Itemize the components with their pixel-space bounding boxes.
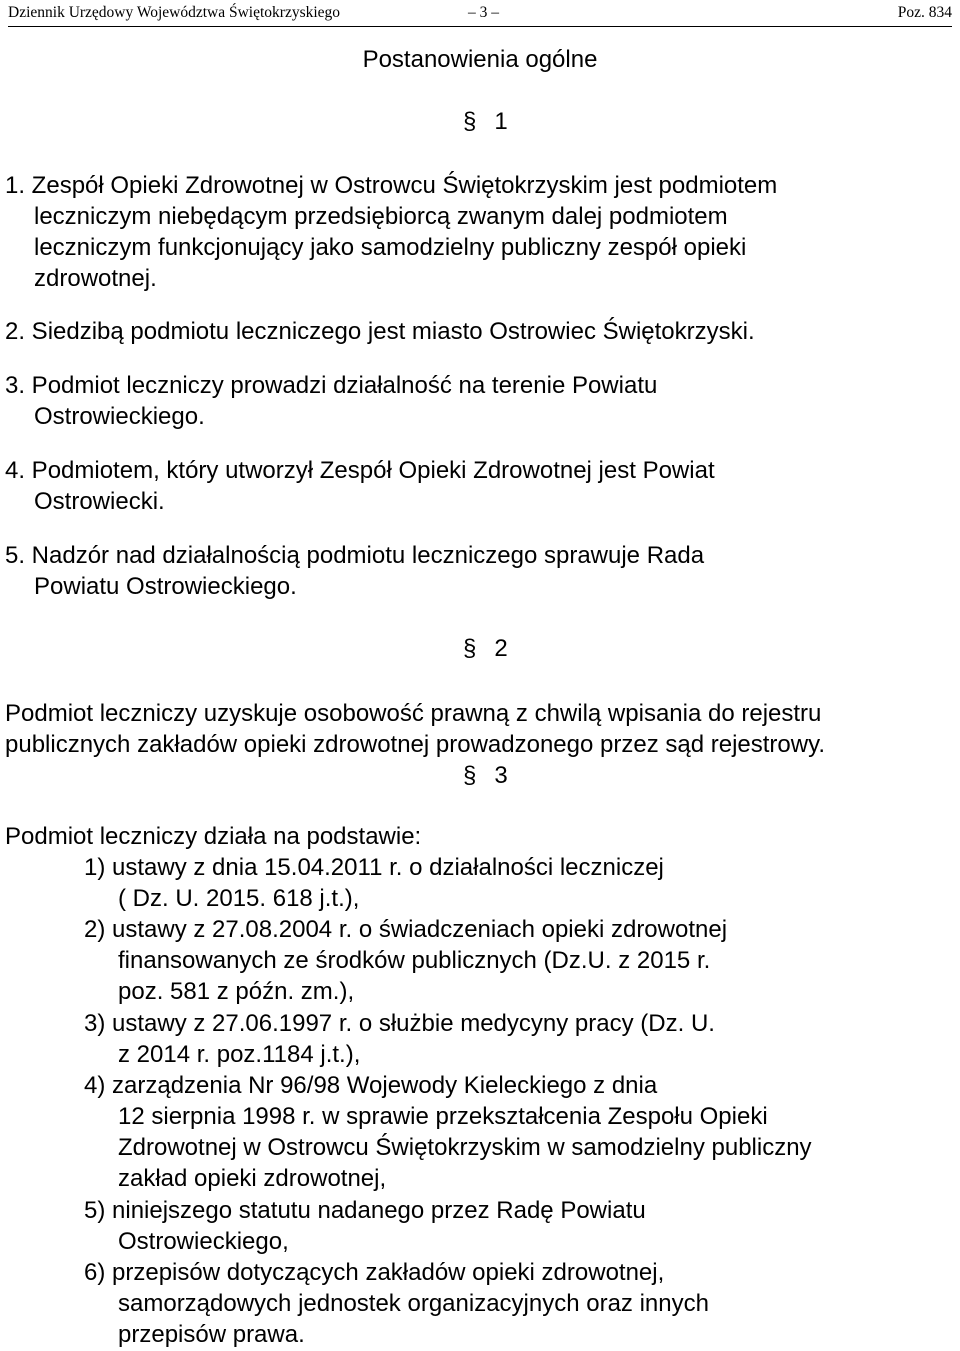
s3-item6-first: 6) przepisów dotyczących zakładów opieki zdrowotnej, bbox=[84, 1259, 665, 1286]
s2-line1: Podmiot leczniczy uzyskuje osobowość prawną z chwilą wpisania do rejestru bbox=[5, 700, 822, 727]
s1-item1-line1: 1. Zespół Opieki Zdrowotnej w Ostrowcu Świętokrzyskim jest podmiotem bbox=[5, 172, 778, 199]
s1-item1-line3: leczniczym funkcjonujący jako samodzielny publiczny zespół opieki bbox=[34, 234, 747, 261]
item-number: Poz. 834 bbox=[897, 4, 952, 21]
s3-item4-rest1: 12 sierpnia 1998 r. w sprawie przekształcenia Zespołu Opieki bbox=[118, 1103, 768, 1130]
s1-item3-line1: 3. Podmiot leczniczy prowadzi działalność na terenie Powiatu bbox=[5, 372, 658, 399]
s2-line2: publicznych zakładów opieki zdrowotnej prowadzonego przez sąd rejestrowy. bbox=[5, 731, 825, 758]
document-heading: Postanowienia ogólne bbox=[362, 46, 598, 73]
page-header bbox=[8, 2, 952, 27]
s3-item2-first: 2) ustawy z 27.08.2004 r. o świadczeniach opieki zdrowotnej bbox=[84, 916, 728, 943]
section-sign: § bbox=[463, 635, 477, 662]
section-3-heading bbox=[463, 760, 508, 791]
s3-item2-rest2: poz. 581 z późn. zm.), bbox=[118, 978, 355, 1005]
section-1-heading bbox=[463, 106, 508, 137]
page-number: – 3 – bbox=[468, 4, 499, 21]
s1-item5-line2: Powiatu Ostrowieckiego. bbox=[34, 573, 297, 600]
section-sign: § bbox=[463, 762, 477, 789]
section-number: 1 bbox=[494, 108, 508, 135]
s3-item4-rest3: zakład opieki zdrowotnej, bbox=[118, 1165, 387, 1192]
section-number: 2 bbox=[494, 635, 508, 662]
section-sign: § bbox=[463, 108, 477, 135]
s1-item4-line2: Ostrowiecki. bbox=[34, 488, 165, 515]
s3-item5-rest1: Ostrowieckiego, bbox=[118, 1228, 289, 1255]
section-2-heading bbox=[463, 633, 508, 664]
s3-item3-rest1: z 2014 r. poz.1184 j.t.), bbox=[118, 1041, 361, 1068]
s1-item1-line4: zdrowotnej. bbox=[34, 265, 157, 292]
s1-item4-line1: 4. Podmiotem, który utworzył Zespół Opieki Zdrowotnej jest Powiat bbox=[5, 457, 715, 484]
s3-item6-rest2: przepisów prawa. bbox=[118, 1321, 305, 1348]
s1-item3-line2: Ostrowieckiego. bbox=[34, 403, 205, 430]
section-number: 3 bbox=[494, 762, 508, 789]
s3-item4-rest2: Zdrowotnej w Ostrowcu Świętokrzyskim w samodzielny publiczny bbox=[118, 1134, 812, 1161]
s3-item6-rest1: samorządowych jednostek organizacyjnych oraz innych bbox=[118, 1290, 709, 1317]
s3-item5-first: 5) niniejszego statutu nadanego przez Radę Powiatu bbox=[84, 1197, 646, 1224]
s3-item4-first: 4) zarządzenia Nr 96/98 Wojewody Kieleckiego z dnia bbox=[84, 1072, 658, 1099]
s3-item2-rest1: finansowanych ze środków publicznych (Dz.U. z 2015 r. bbox=[118, 947, 711, 974]
s1-item1-line2: leczniczym niebędącym przedsiębiorcą zwanym dalej podmiotem bbox=[34, 203, 728, 230]
s3-item1-rest1: ( Dz. U. 2015. 618 j.t.), bbox=[118, 885, 360, 912]
journal-name: Dziennik Urzędowy Województwa Świętokrzyskiego bbox=[8, 4, 341, 21]
s3-item3-first: 3) ustawy z 27.06.1997 r. o służbie medycyny pracy (Dz. U. bbox=[84, 1010, 715, 1037]
s1-item2-line1: 2. Siedzibą podmiotu leczniczego jest miasto Ostrowiec Świętokrzyski. bbox=[5, 318, 755, 345]
s3-item1-first: 1) ustawy z dnia 15.04.2011 r. o działalności leczniczej bbox=[84, 854, 664, 881]
s1-item5-line1: 5. Nadzór nad działalnością podmiotu leczniczego sprawuje Rada bbox=[5, 542, 705, 569]
s3-intro: Podmiot leczniczy działa na podstawie: bbox=[5, 823, 422, 850]
